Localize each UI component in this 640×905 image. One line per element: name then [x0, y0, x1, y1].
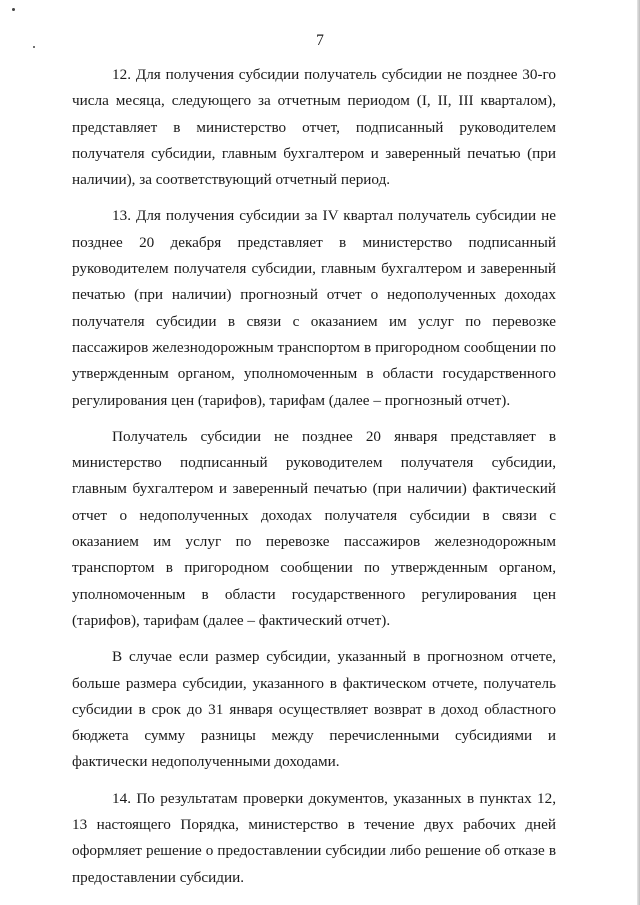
paragraph-13: 13. Для получения субсидии за IV квартал получатель субсидии не позднее 20 декабря представляет в министерство подписанный руководителем получателя субсидии, главным бухгалтером и заверенный печатью (при наличии) прогнозный отчет о недополученных доходах получателя субсидии в связи с оказанием им услуг по перевозке пассажиров железнодорожным транспортом в пригородном сообщении по утвержденным органом, уполномоченным в области государственного регулирования цен (тарифов), тарифам (далее – прогнозный отчет). [72, 207, 556, 409]
paragraph-13-actual-report: Получатель субсидии не позднее 20 января представляет в министерство подписанный руководителем получателя субсидии, главным бухгалтером и заверенный печатью (при наличии) фактический отчет о недополученных доходах получателя субсидии в связи с оказанием им услуг по перевозке пассажиров железнодорожным транспортом в пригородном сообщении по утвержденным органом, уполномоченным в области государственного регулирования цен (тарифов), тарифам (далее – фактический отчет). [72, 427, 556, 629]
document-body [72, 62, 556, 901]
paragraph-12: 12. Для получения субсидии получатель субсидии не позднее 30-го числа месяца, следующего за отчетным периодом (I, II, III кварталом), представляет в министерство отчет, подписанный руководителем получателя субсидии, главным бухгалтером и заверенный печатью (при наличии), за соответствующий отчетный период. [72, 66, 556, 189]
page-number: 7 [316, 32, 324, 49]
paragraph-13-refund: В случае если размер субсидии, указанный в прогнозном отчете, больше размера субсидии, указанного в фактическом отчете, получатель субсидии в срок до 31 января осуществляет возврат в доход областного бюджета сумму разницы между перечисленными субсидиями и фактически недополученными доходами. [72, 648, 556, 771]
paragraph-14: 14. По результатам проверки документов, указанных в пунктах 12, 13 настоящего Порядка, министерство в течение двух рабочих дней оформляет решение о предоставлении субсидии либо решение об отказе в предоставлении субсидии. [72, 789, 556, 886]
scan-speck [12, 8, 15, 11]
